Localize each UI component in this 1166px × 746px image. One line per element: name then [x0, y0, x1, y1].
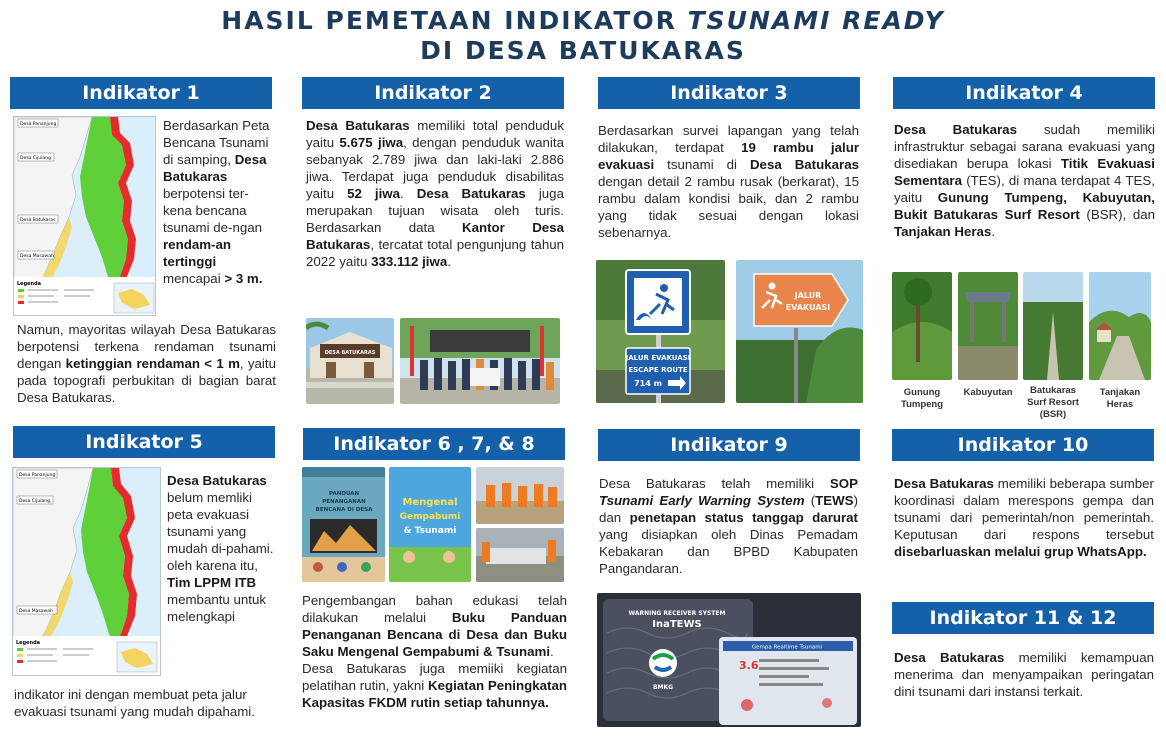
header-indikator-9: Indikator 9	[598, 429, 860, 461]
tsunami-hazard-map-1	[13, 116, 156, 316]
caption-bsr: Batukaras Surf Resort (BSR)	[1027, 385, 1079, 420]
sign-text: ESCAPE ROUTE	[628, 366, 688, 374]
header-indikator-2: Indikator 2	[302, 77, 564, 109]
tes-tanjakan-heras-photo	[1089, 272, 1151, 380]
tsunami-hazard-map-2	[12, 467, 161, 676]
book-panduan-cover	[302, 467, 385, 582]
book-title: & Tsunami	[403, 526, 457, 536]
book-title: PENANGANAN	[322, 499, 366, 505]
book-title: Gempabumi	[399, 512, 461, 522]
book-title: BENCANA DI DESA	[315, 507, 373, 513]
map-label: Desa Pananjung	[20, 122, 57, 127]
screen-title: Gempa Realtime Tsunami	[751, 644, 823, 651]
ind5-text-bottom: indikator ini dengan membuat peta jalur evakuasi tsunami yang mudah dipahami.	[14, 687, 255, 719]
map-graphic	[13, 468, 161, 676]
sign-text: 714 m	[634, 379, 662, 388]
header-indikator-6-7-8: Indikator 6 , 7, & 8	[303, 428, 565, 460]
tes-gunung-tumpeng-photo	[892, 272, 952, 380]
ind10-text: Desa Batukaras memiliki beberapa sumber koordinasi dalam merespons gempa dan tsunami dari pemerintah/non pemerintah. Keputusan dari respons tersebut disebarluaskan melalui grup WhatsApp.	[894, 476, 1154, 559]
book-title: PANDUAN	[328, 491, 360, 497]
village-office-photo	[306, 318, 394, 404]
screen-magnitude: 3.6	[739, 659, 759, 672]
inatews-device-photo	[597, 593, 861, 727]
map-graphic	[14, 117, 156, 316]
title-part-a: HASIL PEMETAAN INDIKATOR	[221, 6, 688, 35]
sign-text: EVAKUASI	[785, 303, 831, 312]
header-indikator-10: Indikator 10	[892, 429, 1154, 461]
tes-bsr-photo	[1023, 272, 1083, 380]
ind4-text: Desa Batukaras sudah memiliki infrastruktur sebagai sarana evakuasi yang disediakan berupa lokasi Titik Evakuasi Sementara (TES), di mana terdapat 4 TES, yaitu Gunung Tumpeng, Kabuyutan, Bukit Batukaras Surf Resort (BSR), dan Tanjakan Heras.	[894, 122, 1155, 239]
map-label: Desa Masawah	[19, 609, 53, 614]
map-legend-title: Legenda	[16, 640, 41, 646]
sign-text: JALUR EVAKUASI	[625, 354, 691, 362]
map-legend-title: Legenda	[17, 281, 42, 287]
caption-gunung-tumpeng: Gunung Tumpeng	[900, 387, 944, 410]
book-gempabumi-cover	[389, 467, 471, 582]
book-title: Mengenal	[402, 497, 458, 508]
training-photo-2	[476, 528, 564, 582]
map-label: Desa Pananjung	[19, 473, 56, 478]
header-indikator-4: Indikator 4	[893, 77, 1155, 109]
title-part-b: TSUNAMI READY	[687, 6, 945, 35]
residents-group-photo	[400, 318, 560, 404]
map-label: Desa Batukaras	[20, 218, 56, 223]
evacuation-sign-photo-2	[736, 260, 863, 403]
ind3-text: Berdasarkan survei lapangan yang telah dilakukan, terdapat 19 rambu jalur evakuasi tsunami di Desa Batukaras dengan detail 2 rambu rusak (berkarat), 15 rambu dalam kondisi baik, dan 2 rambu yang tidak sesuai dengan lokasi sebenarnya.	[598, 123, 859, 240]
header-indikator-11-12: Indikator 11 & 12	[892, 602, 1154, 634]
ind678-text: Pengembangan bahan edukasi telah dilakukan melalui Buku Panduan Penanganan Bencana di Desa dan Buku Saku Mengenal Gempabumi & Tsunami. Desa Batukaras juga memiiki kegiatan pelatihan rutin, yakni Kegiatan Peningkatan Kapasitas FKDM rutin setiap tahunnya.	[302, 593, 567, 710]
map-label: Desa Masawah	[20, 254, 54, 259]
title-line-2: DI DESA BATUKARAS	[420, 36, 746, 65]
ind9-text: Desa Batukaras telah memiliki SOP Tsunami Early Warning System (TEWS) dan penetapan status tanggap darurat yang disiapkan oleh Dinas Pemadam Kebakaran dan BPBD Kabupaten Pangandaran.	[599, 476, 858, 576]
ind1112-text: Desa Batukaras memiliki kemampuan menerima dan menyampaikan peringatan dini tsunami dari instansi terkait.	[894, 650, 1154, 699]
training-photo-1	[476, 467, 564, 524]
header-indikator-5: Indikator 5	[13, 426, 275, 458]
header-indikator-3: Indikator 3	[598, 77, 860, 109]
header-indikator-1: Indikator 1	[10, 77, 272, 109]
caption-kabuyutan: Kabuyutan	[963, 387, 1013, 398]
tes-kabuyutan-photo	[958, 272, 1018, 380]
bmkg-logo-text: BMKG	[652, 684, 674, 691]
device-label: InaTEWS	[652, 619, 702, 630]
map-label: Desa Cijulang	[19, 499, 50, 504]
ind5-text-side: Desa Batukaras belum memliki peta evakuasi tsunami yang mudah di-pahami. oleh karena itu, Tim LPPM ITB membantu untuk melengkapi	[167, 473, 274, 624]
ind1-text-bottom: Namun, mayoritas wilayah Desa Batukaras berpotensi terkena rendaman tsunami dengan ketinggian rendaman < 1 m, yaitu pada topografi perbukitan di bagian barat Desa Batukaras.	[17, 322, 276, 405]
ind1-text-side: Berdasarkan Peta Bencana Tsunami di samping, Desa Batukaras berpotensi ter-kena bencana tsunami de-ngan rendam-an tertinggi mencapai > 3 m.	[163, 118, 270, 286]
device-label: WARNING RECEIVER SYSTEM	[628, 610, 726, 617]
ind2-text: Desa Batukaras memiliki total penduduk yaitu 5.675 jiwa, dengan penduduk wanita sebanyak 2.789 jiwa dan laki-laki 2.886 jiwa. Terdapat juga penduduk disabilitas yaitu 52 jiwa. Desa Batukaras juga merupakan tujuan wisata oleh turis. Berdasarkan data Kantor Desa Batukaras, tercatat total pengunjung tahun 2022 yaitu 333.112 jiwa.	[306, 118, 564, 269]
sign-text: JALUR	[794, 291, 822, 300]
map-label: Desa Cijulang	[20, 156, 51, 161]
page-title	[0, 6, 1166, 66]
caption-tanjakan-heras: Tanjakan Heras	[1099, 387, 1141, 410]
office-sign: DESA BATUKARAS	[324, 350, 376, 356]
evacuation-sign-photo-1	[596, 260, 725, 403]
